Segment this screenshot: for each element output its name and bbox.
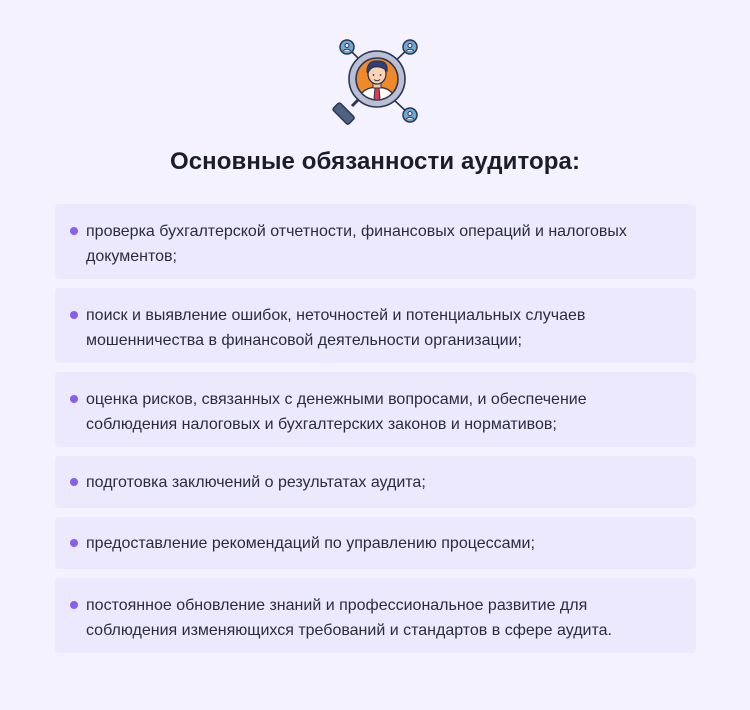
bullet-icon [70,395,78,403]
page-title: Основные обязанности аудитора: [169,148,581,175]
list-item-line: мошенничества в финансовой деятельности организации; [86,332,522,349]
list-item-line: документов; [86,248,177,265]
list-item-line: соблюдения налоговых и бухгалтерских законов и нормативов; [86,416,557,433]
list-item-line: оценка рисков, связанных с денежными вопросами, и обеспечение [86,391,587,408]
bullet-icon [70,311,78,319]
list-item [55,456,696,508]
bullet-icon [70,227,78,235]
list-item [55,517,696,569]
list-item-line: соблюдения изменяющихся требований и стандартов в сфере аудита. [86,622,612,639]
list-item-line: проверка бухгалтерской отчетности, финансовых операций и налоговых [86,223,627,240]
list-item-line: поиск и выявление ошибок, неточностей и потенциальных случаев [86,307,586,324]
list-item [55,578,696,653]
list-item-line: постоянное обновление знаний и профессиональное развитие для [86,597,588,614]
list-item [55,204,696,279]
list-item-line: предоставление рекомендаций по управлению процессами; [86,535,535,552]
duties-list [55,204,696,653]
bullet-icon [70,539,78,547]
bullet-icon [70,478,78,486]
bullet-icon [70,601,78,609]
list-item-line: подготовка заключений о результатах аудита; [86,474,426,491]
list-item [55,288,696,363]
auditor-magnifier-icon [330,38,420,128]
list-item [55,372,696,447]
